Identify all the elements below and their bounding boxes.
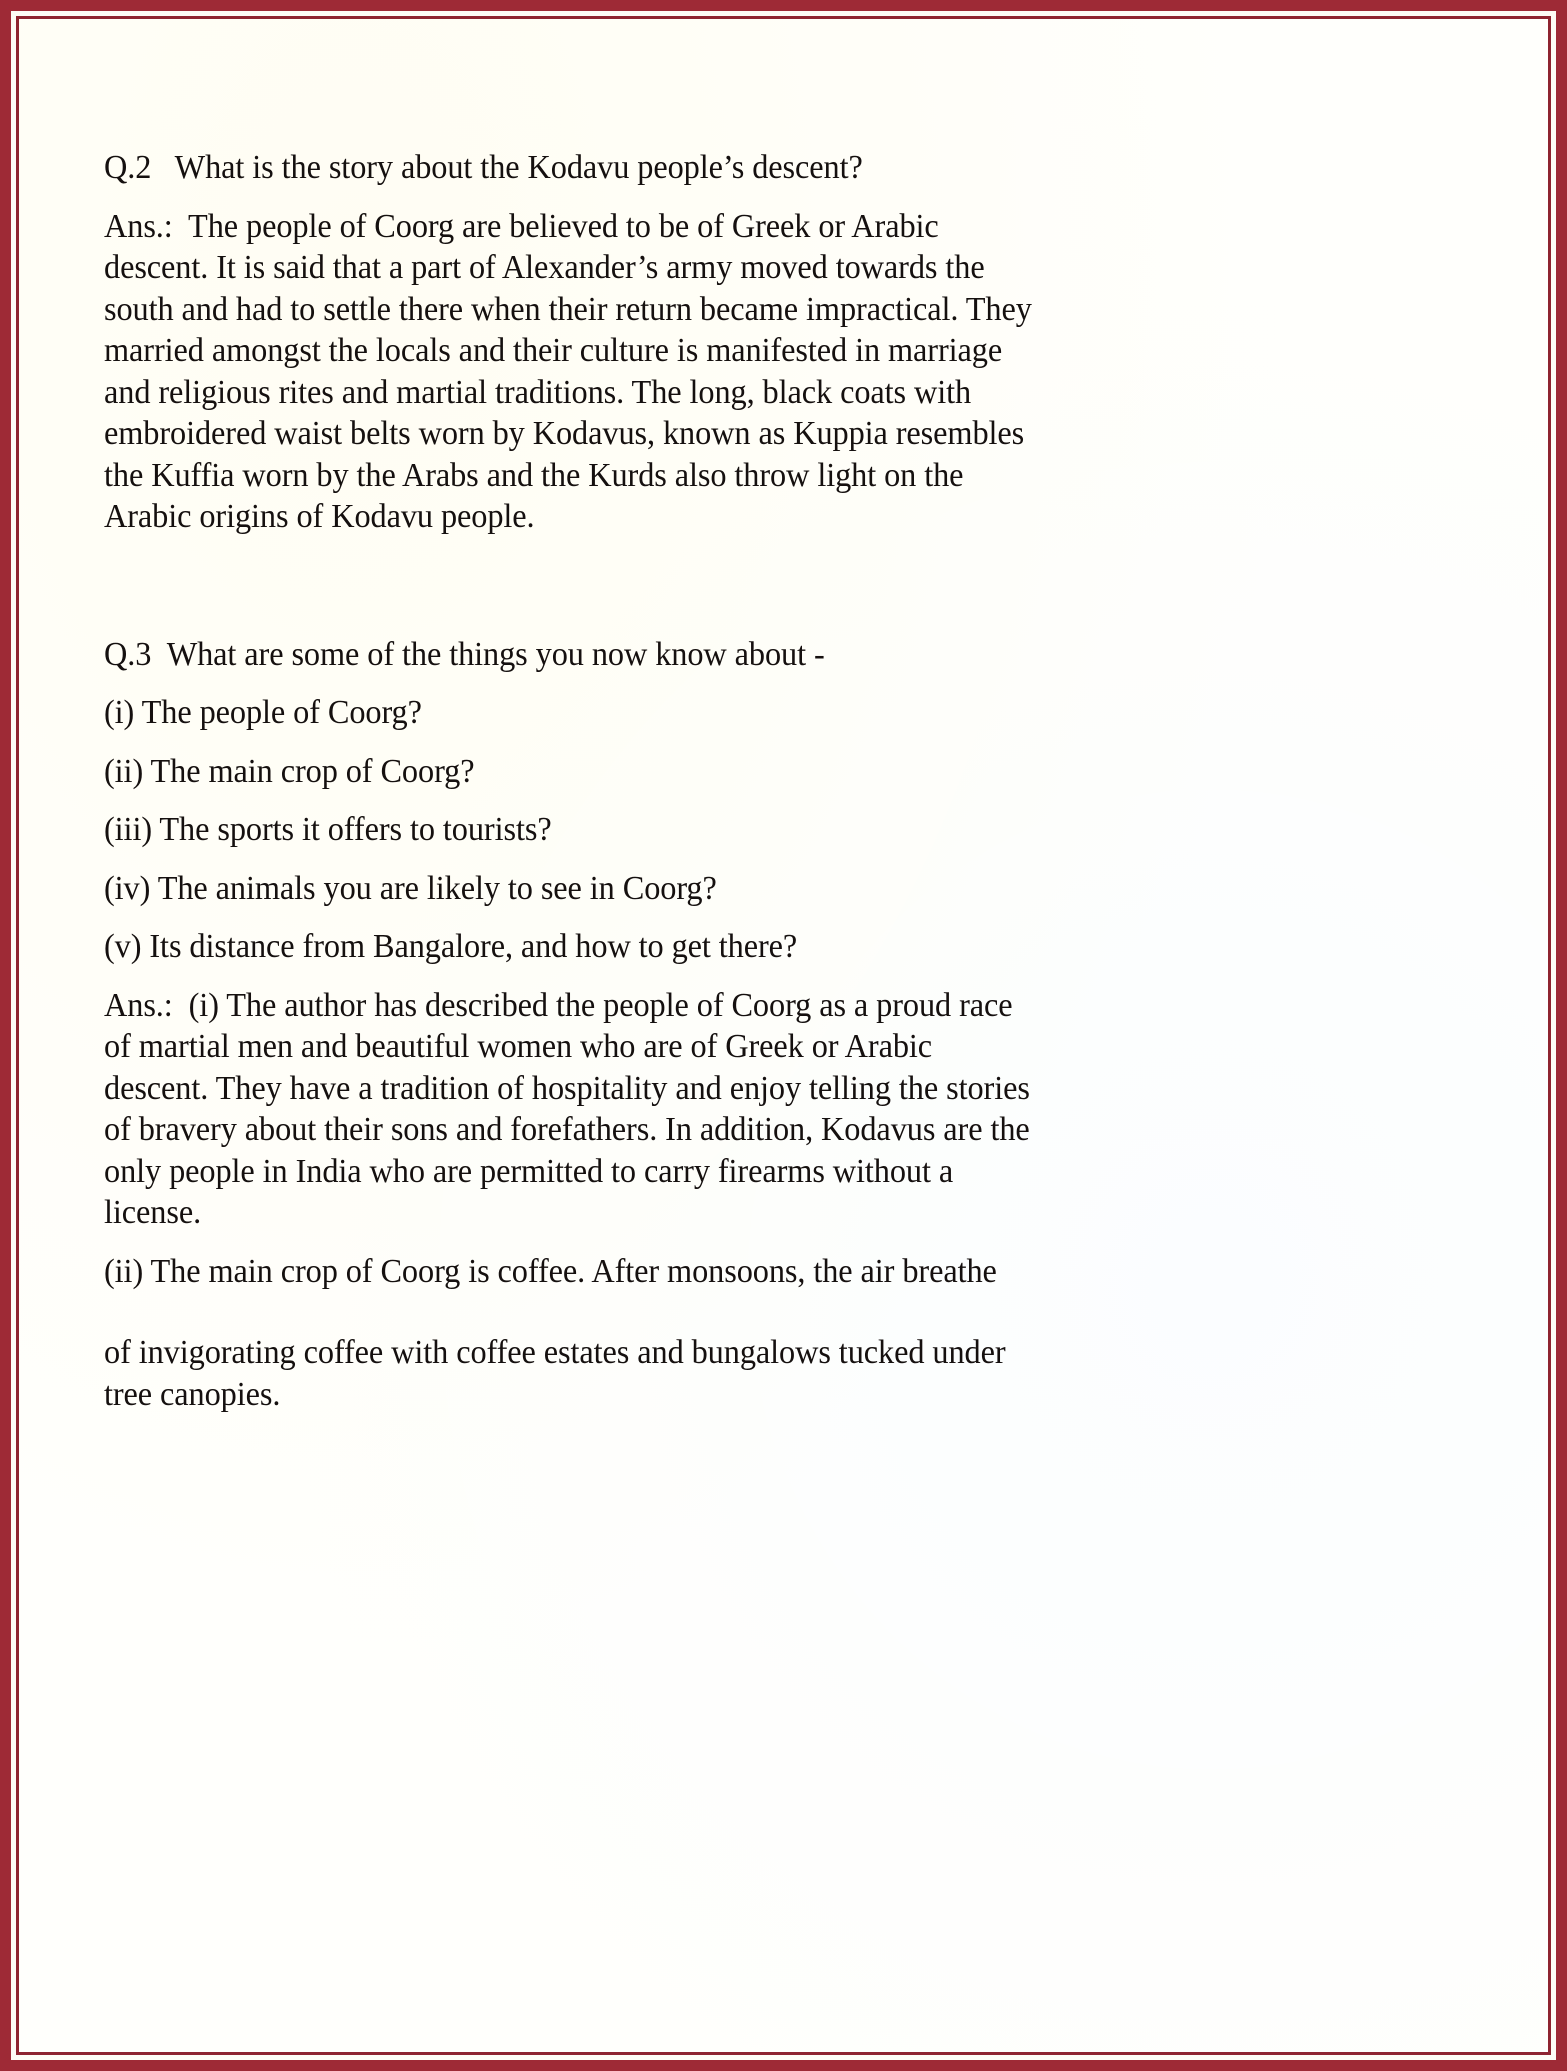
list-item: (iv) The animals you are likely to see in Coorg?: [104, 869, 717, 907]
answer-line: of martial men and beautiful women who are of Greek or Arabic: [104, 1028, 933, 1065]
answer-line: south and had to settle there when their return became impractical. They: [104, 290, 1032, 328]
question-2-answer: [104, 206, 1094, 538]
paragraph-spacer: [104, 1234, 1094, 1251]
answer-line: Ans.: The people of Coorg are believed to be of Greek or Arabic: [104, 207, 939, 245]
answer-line: embroidered waist belts worn by Kodavus, known as Kuppia resembles: [104, 415, 1025, 452]
question-3-answer-part-ii: [104, 1251, 1094, 1416]
question-3-heading: Q.3 What are some of the things you now know about -: [104, 635, 825, 673]
section-spacer: [104, 538, 1094, 634]
answer-line: descent. They have a tradition of hospitality and enjoy telling the stories: [104, 1069, 1030, 1107]
page-border-inner-rule: [16, 16, 1551, 2055]
question-2-heading: Q.2 What is the story about the Kodavu people’s descent?: [104, 149, 863, 186]
question-3-answer-part-i: [104, 985, 1094, 1234]
answer-line: license.: [104, 1194, 202, 1231]
question-3-subitems: [104, 692, 1094, 968]
list-item: (ii) The main crop of Coorg?: [104, 752, 475, 790]
answer-line: Arabic origins of Kodavu people.: [104, 498, 535, 535]
answer-line: of bravery about their sons and forefathers. In addition, Kodavus are the: [104, 1111, 1030, 1148]
list-item: (v) Its distance from Bangalore, and how to get there?: [104, 928, 798, 965]
list-item: (iii) The sports it offers to tourists?: [104, 811, 552, 848]
answer-line: tree canopies.: [104, 1375, 281, 1413]
answer-line: the Kuffia worn by the Arabs and the Kurds also throw light on the: [104, 456, 964, 494]
answer-line: of invigorating coffee with coffee estates and bungalows tucked under: [104, 1334, 1006, 1371]
answer-line: and religious rites and martial traditions. The long, black coats with: [104, 373, 972, 411]
paragraph-spacer: [104, 1292, 1094, 1332]
document-content: [104, 147, 1094, 1415]
list-item: (i) The people of Coorg?: [104, 694, 422, 731]
answer-line: married amongst the locals and their culture is manifested in marriage: [104, 332, 1003, 369]
answer-line: descent. It is said that a part of Alexander’s army moved towards the: [104, 249, 985, 286]
page-paper: [19, 19, 1548, 2052]
answer-line: Ans.: (i) The author has described the people of Coorg as a proud race: [104, 986, 1013, 1024]
page-border-gap: [11, 11, 1556, 2060]
answer-line: (ii) The main crop of Coorg is coffee. After monsoons, the air breathe: [104, 1252, 997, 1290]
answer-line: only people in India who are permitted to carry firearms without a: [104, 1152, 954, 1190]
